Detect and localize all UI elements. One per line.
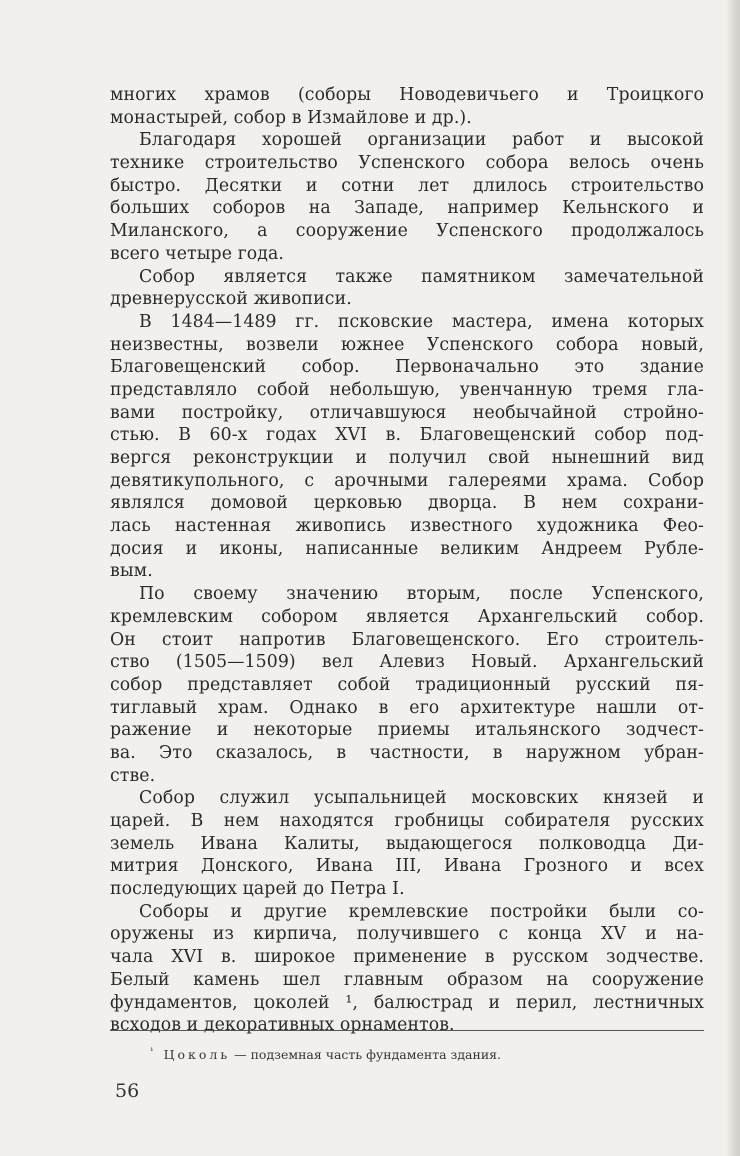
text-line: многих храмов (соборы Новодевичьего и Троицкого (110, 85, 704, 105)
text-line: Благовещенский собор. Первоначально это здание (110, 357, 704, 378)
text-line: монастырей, собор в Измайлове и др.). (110, 107, 472, 128)
text-line: досия и иконы, написанные великим Андреем Рубле- (110, 538, 704, 559)
text-line: собор представляет собой традиционный русский пя- (110, 674, 704, 695)
text-line: больших соборов на Западе, например Кельнского и (110, 198, 704, 219)
text-line: Он стоит напротив Благовещенского. Его строитель- (110, 629, 704, 650)
text-line: ство (1505—1509) вел Алевиз Новый. Архангельский (110, 652, 704, 673)
text-line: оружены из кирпича, получившего с конца XV и на- (110, 924, 704, 945)
text-line: представляло собой небольшую, увенчанную тремя гла- (110, 379, 704, 400)
page-number: 56 (115, 1080, 140, 1102)
text-line: Собор является также памятником замечательной (139, 266, 704, 287)
page-edge-shadow (726, 0, 740, 1156)
text-line: По своему значению вторым, после Успенского, (139, 584, 704, 605)
footnote-marker: ¹ (150, 1047, 154, 1057)
footnote (150, 1044, 501, 1063)
text-line: неизвестны, возвели южнее Успенского собора новый, (110, 334, 704, 355)
footnote-term: Цоколь (163, 1047, 231, 1063)
text-line: тиглавый храм. Однако в его архитектуре нашли от- (110, 697, 704, 718)
body-text (110, 84, 704, 1037)
text-line: технике строительство Успенского собора велось очень (110, 153, 704, 174)
text-line: быстро. Десятки и сотни лет длилось строительство (110, 175, 704, 196)
text-line: В 1484—1489 гг. псковские мастера, имена которых (139, 311, 704, 332)
text-line: являлся домовой церковью дворца. В нем сохрани- (110, 493, 704, 514)
text-line: всходов и декоративных орнаментов. (110, 1015, 455, 1036)
text-line: девятикупольного, с арочными галереями храма. Собор (110, 470, 704, 491)
text-line: стью. В 60-х годах XVI в. Благовещенский собор под- (110, 425, 704, 446)
text-line: кремлевским собором является Архангельский собор. (110, 606, 704, 627)
text-line: вым. (110, 561, 153, 582)
text-line: последующих царей до Петра I. (110, 879, 405, 900)
text-line: Белый камень шел главным образом на сооружение (110, 969, 704, 990)
text-line: всего четыре года. (110, 243, 285, 264)
text-line: Благодаря хорошей организации работ и высокой (139, 130, 704, 151)
footnote-definition: — подземная часть фундамента здания. (234, 1047, 502, 1063)
text-line: Миланского, а сооружение Успенского продолжалось (110, 221, 704, 242)
text-line: древнерусской живописи. (110, 289, 352, 310)
text-line: ражение и некоторые приемы итальянского зодчест- (110, 720, 704, 741)
text-line: вергся реконструкции и получил свой нынешний вид (110, 448, 704, 468)
text-line: Соборы и другие кремлевские постройки были со- (139, 901, 704, 922)
text-line: царей. В нем находятся гробницы собирателя русских (110, 811, 704, 831)
text-line: стве. (110, 765, 156, 786)
text-line: земель Ивана Калиты, выдающегося полководца Ди- (110, 833, 704, 854)
text-line: вами постройку, отличавшуюся необычайной стройно- (110, 402, 704, 423)
text-line: чала XVI в. широкое применение в русском зодчестве. (110, 947, 704, 968)
text-line: Собор служил усыпальницей московских князей и (139, 788, 704, 809)
footnote-separator (110, 1030, 704, 1031)
text-line: фундаментов, цоколей ¹, балюстрад и перил, лестничных (110, 992, 704, 1013)
text-line: лась настенная живопись известного художника Фео- (110, 516, 704, 537)
text-line: митрия Донского, Ивана III, Ивана Грозного и всех (110, 856, 704, 877)
text-line: ва. Это сказалось, в частности, в наружном убран- (110, 742, 704, 763)
